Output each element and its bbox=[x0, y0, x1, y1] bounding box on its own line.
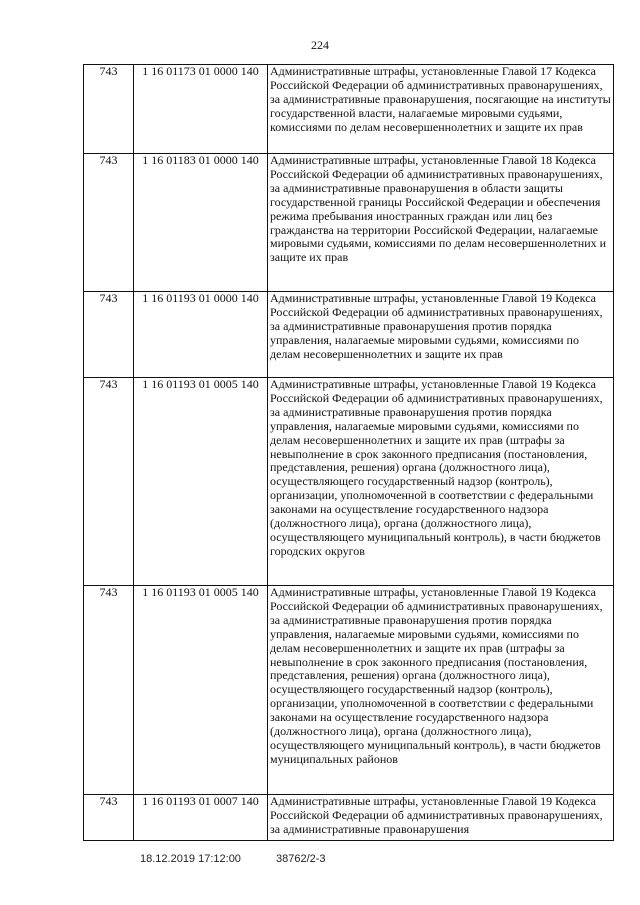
budget-code-cell: 1 16 01193 01 0000 140 bbox=[134, 292, 268, 378]
footer-datetime: 18.12.2019 17:12:00 bbox=[140, 853, 241, 865]
admin-code-cell: 743 bbox=[84, 378, 134, 586]
table-row bbox=[84, 586, 614, 795]
table-row bbox=[84, 378, 614, 586]
admin-code-cell: 743 bbox=[84, 65, 134, 154]
description-cell: Административные штрафы, установленные Главой 19 Кодекса Российской Федерации об административных правонарушениях, за административные правонарушения против порядка управления, налагаемые мировыми судьями, комиссиями по делам несовершеннолетних и защите их прав (штрафы за невыполнение в срок законного предписания (постановления, представления, решения) органа (должностного лица), осуществляющего государственный надзор (контроль), организации, уполномоченной в соответствии с федеральными законами на осуществление государственного надзора (должностного лица), органа (должностного лица), осуществляющего муниципальный контроль), в части бюджетов муниципальных районов bbox=[268, 586, 614, 795]
admin-code-cell: 743 bbox=[84, 795, 134, 841]
description-cell: Административные штрафы, установленные Главой 17 Кодекса Российской Федерации об административных правонарушениях, за административные правонарушения, посягающие на институты государственной власти, налагаемые мировыми судьями, комиссиями по делам несовершеннолетних и защите их прав bbox=[268, 65, 614, 154]
description-cell: Административные штрафы, установленные Главой 19 Кодекса Российской Федерации об административных правонарушениях, за административные правонарушения bbox=[268, 795, 614, 841]
page-number: 224 bbox=[311, 38, 329, 52]
revenue-codes-table bbox=[83, 64, 614, 841]
description-cell: Административные штрафы, установленные Главой 19 Кодекса Российской Федерации об административных правонарушениях, за административные правонарушения против порядка управления, налагаемые мировыми судьями, комиссиями по делам несовершеннолетних и защите их прав bbox=[268, 292, 614, 378]
budget-code-cell: 1 16 01183 01 0000 140 bbox=[134, 154, 268, 292]
table-row bbox=[84, 292, 614, 378]
admin-code-cell: 743 bbox=[84, 586, 134, 795]
admin-code-cell: 743 bbox=[84, 154, 134, 292]
budget-code-cell: 1 16 01193 01 0005 140 bbox=[134, 586, 268, 795]
budget-code-cell: 1 16 01193 01 0005 140 bbox=[134, 378, 268, 586]
table-row bbox=[84, 65, 614, 154]
footer-document-id: 38762/2-3 bbox=[276, 853, 326, 865]
admin-code-cell: 743 bbox=[84, 292, 134, 378]
budget-code-cell: 1 16 01173 01 0000 140 bbox=[134, 65, 268, 154]
table-row bbox=[84, 795, 614, 841]
table-row bbox=[84, 154, 614, 292]
description-cell: Административные штрафы, установленные Главой 18 Кодекса Российской Федерации об административных правонарушениях, за административные правонарушения в области защиты государственной границы Российской Федерации и обеспечения режима пребывания иностранных граждан или лиц без гражданства на территории Российской Федерации, налагаемые мировыми судьями, комиссиями по делам несовершеннолетних и защите их прав bbox=[268, 154, 614, 292]
budget-code-cell: 1 16 01193 01 0007 140 bbox=[134, 795, 268, 841]
description-cell: Административные штрафы, установленные Главой 19 Кодекса Российской Федерации об административных правонарушениях, за административные правонарушения против порядка управления, налагаемые мировыми судьями, комиссиями по делам несовершеннолетних и защите их прав (штрафы за невыполнение в срок законного предписания (постановления, представления, решения) органа (должностного лица), осуществляющего государственный надзор (контроль), организации, уполномоченной в соответствии с федеральными законами на осуществление государственного надзора (должностного лица), органа (должностного лица), осуществляющего муниципальный контроль), в части бюджетов городских округов bbox=[268, 378, 614, 586]
